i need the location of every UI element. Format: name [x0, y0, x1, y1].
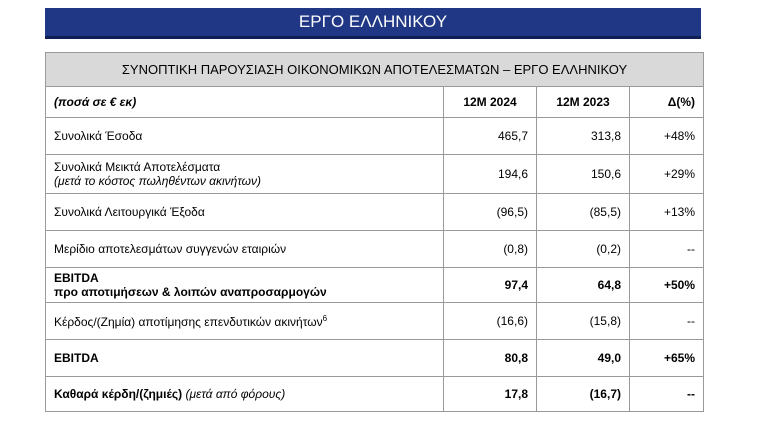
value-delta: +65% [630, 340, 704, 377]
value-2023: (15,8) [537, 303, 630, 340]
footnote-marker: 6 [322, 313, 328, 323]
table-row [46, 118, 704, 155]
section-banner: ΕΡΓΟ ΕΛΛΗΝΙΚΟΥ [45, 8, 701, 39]
row-label [46, 268, 444, 303]
row-label-main: Συνολικά Μεικτά Αποτελέσματα [54, 160, 221, 174]
row-label-note: (μετά από φόρους) [185, 387, 286, 401]
value-2023: 313,8 [537, 118, 630, 155]
value-2023: 49,0 [537, 340, 630, 377]
table-title-row [46, 53, 704, 87]
financial-summary-table [45, 52, 704, 412]
row-label-main: EBITDA [54, 271, 99, 285]
value-2023: 64,8 [537, 268, 630, 303]
table-row [46, 231, 704, 268]
table-row [46, 303, 704, 340]
row-label-main: Καθαρά κέρδη/(ζημιές) [54, 387, 183, 401]
value-2023: (0,2) [537, 231, 630, 268]
header-12m-2023: 12M 2023 [537, 87, 630, 118]
value-delta: -- [630, 377, 704, 412]
value-2024: 465,7 [444, 118, 537, 155]
table-header-row [46, 87, 704, 118]
value-delta: +48% [630, 118, 704, 155]
table-row-ebitda-pre [46, 268, 704, 303]
value-2023: (16,7) [537, 377, 630, 412]
row-label: Συνολικά Έσοδα [46, 118, 444, 155]
header-delta: Δ(%) [630, 87, 704, 118]
value-2024: 17,8 [444, 377, 537, 412]
value-2024: (0,8) [444, 231, 537, 268]
table-row-net-profit [46, 377, 704, 412]
value-2024: 194,6 [444, 155, 537, 194]
value-2024: 80,8 [444, 340, 537, 377]
row-label [46, 303, 444, 340]
row-label: EBITDA [46, 340, 444, 377]
value-delta: +29% [630, 155, 704, 194]
header-12m-2024: 12M 2024 [444, 87, 537, 118]
value-2024: 97,4 [444, 268, 537, 303]
row-label [46, 155, 444, 194]
table-row [46, 155, 704, 194]
header-units-label: (ποσά σε € εκ) [46, 87, 444, 118]
value-2023: 150,6 [537, 155, 630, 194]
value-2023: (85,5) [537, 194, 630, 231]
row-label [46, 377, 444, 412]
row-label-sub: (μετά το κόστος πωληθέντων ακινήτων) [54, 174, 261, 188]
value-delta: +13% [630, 194, 704, 231]
value-delta: -- [630, 231, 704, 268]
value-2024: (16,6) [444, 303, 537, 340]
value-2024: (96,5) [444, 194, 537, 231]
table-row [46, 194, 704, 231]
table-row-ebitda [46, 340, 704, 377]
row-label-sub: προ αποτιμήσεων & λοιπών αναπροσαρμογών [54, 285, 327, 299]
table-title: ΣΥΝΟΠΤΙΚΗ ΠΑΡΟΥΣΙΑΣΗ ΟΙΚΟΝΟΜΙΚΩΝ ΑΠΟΤΕΛΕΣΜΑΤΩΝ – ΕΡΓΟ ΕΛΛΗΝΙΚΟΥ [46, 53, 704, 87]
value-delta: -- [630, 303, 704, 340]
row-label: Συνολικά Λειτουργικά Έξοδα [46, 194, 444, 231]
value-delta: +50% [630, 268, 704, 303]
row-label: Μερίδιο αποτελεσμάτων συγγενών εταιριών [46, 231, 444, 268]
row-label-main: Κέρδος/(Ζημία) αποτίμησης επενδυτικών ακινήτων [54, 314, 323, 329]
